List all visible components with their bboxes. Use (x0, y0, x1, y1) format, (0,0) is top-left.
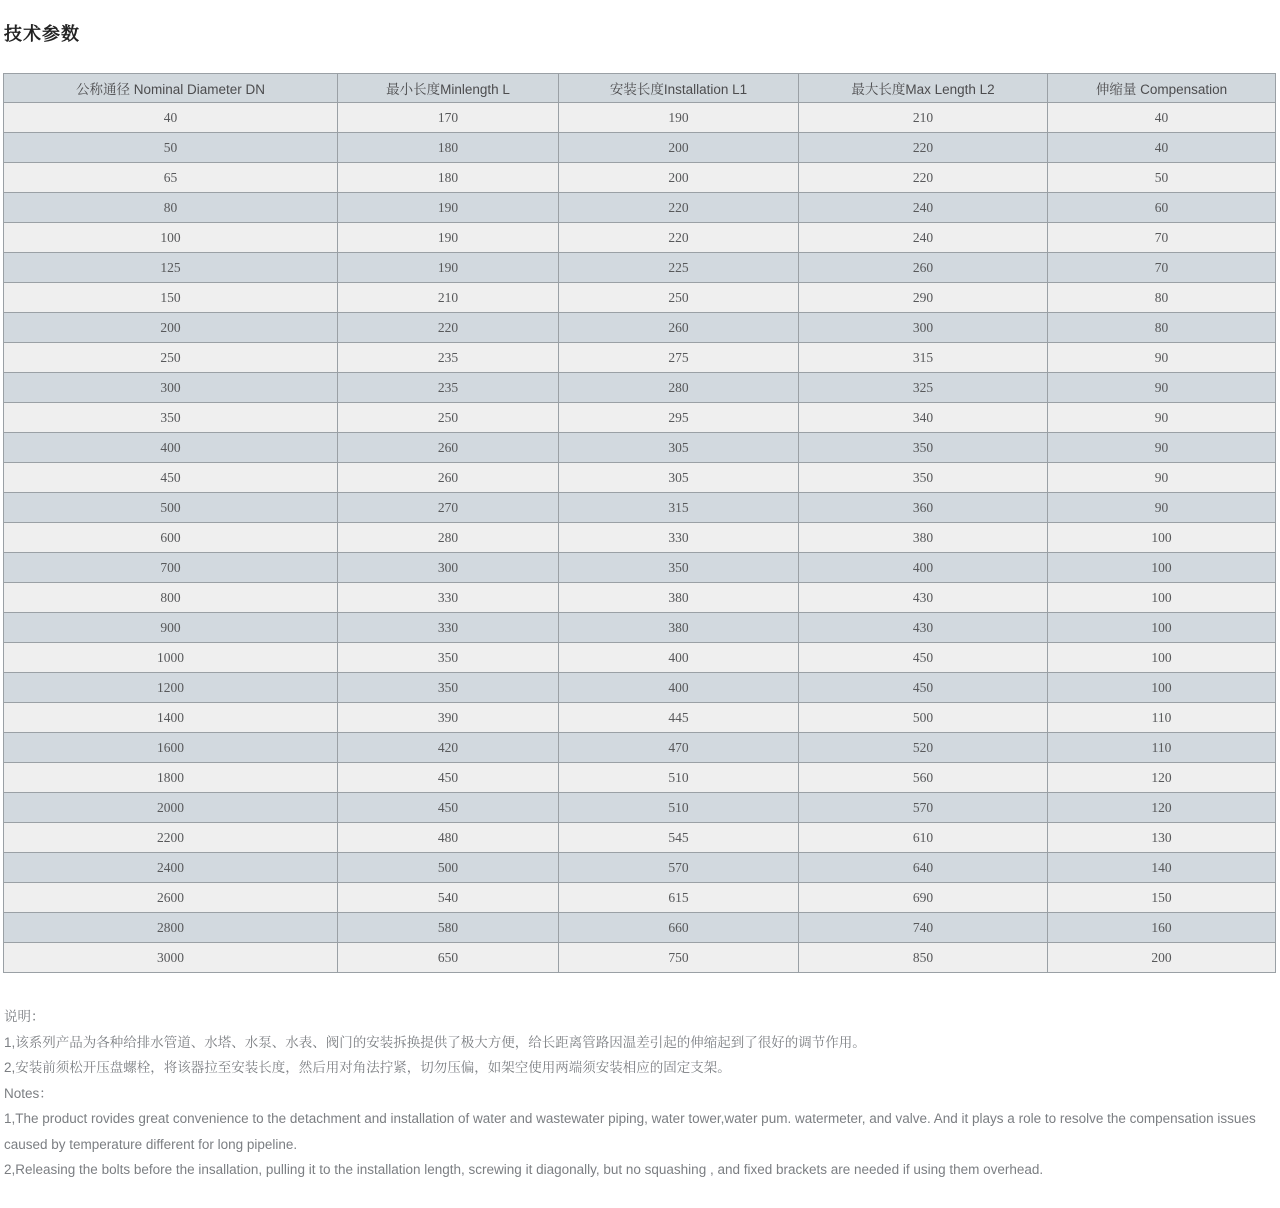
table-cell: 330 (338, 583, 559, 613)
table-cell: 500 (799, 703, 1048, 733)
table-cell: 150 (4, 283, 338, 313)
table-cell: 290 (799, 283, 1048, 313)
table-cell: 275 (559, 343, 799, 373)
table-cell: 190 (559, 103, 799, 133)
table-cell: 180 (338, 163, 559, 193)
table-cell: 450 (338, 763, 559, 793)
table-cell: 200 (559, 163, 799, 193)
table-cell: 2200 (4, 823, 338, 853)
table-cell: 60 (1048, 193, 1276, 223)
table-cell: 430 (799, 583, 1048, 613)
notes-en-item-2: 2,Releasing the bolts before the insallation, pulling it to the installation length, screwing it diagonally, but no squashing , and fixed brackets are needed if using them overhead. (4, 1162, 1044, 1177)
table-cell: 260 (799, 253, 1048, 283)
table-cell: 480 (338, 823, 559, 853)
table-cell: 700 (4, 553, 338, 583)
table-cell: 615 (559, 883, 799, 913)
table-cell: 570 (799, 793, 1048, 823)
table-row (4, 253, 1276, 283)
table-row (4, 943, 1276, 973)
table-cell: 250 (559, 283, 799, 313)
header-nominal-diameter: 公称通径 Nominal Diameter DN (4, 74, 338, 103)
table-cell: 200 (1048, 943, 1276, 973)
table-cell: 65 (4, 163, 338, 193)
table-cell: 90 (1048, 463, 1276, 493)
notes-cn-item-1: 1,该系列产品为各种给排水管道、水塔、水泵、水表、阀门的安装拆换提供了极大方便，给长距离管路因温差引起的伸缩起到了很好的调节作用。 (4, 1034, 866, 1050)
table-cell: 280 (559, 373, 799, 403)
table-row (4, 823, 1276, 853)
header-compensation: 伸缩量 Compensation (1048, 74, 1276, 103)
table-header (4, 74, 1276, 103)
table-cell: 390 (338, 703, 559, 733)
table-cell: 540 (338, 883, 559, 913)
table-cell: 420 (338, 733, 559, 763)
table-row (4, 133, 1276, 163)
table-cell: 450 (799, 673, 1048, 703)
table-cell: 350 (338, 673, 559, 703)
table-row (4, 373, 1276, 403)
table-cell: 850 (799, 943, 1048, 973)
table-cell: 100 (1048, 523, 1276, 553)
table-cell: 330 (559, 523, 799, 553)
table-cell: 690 (799, 883, 1048, 913)
table-cell: 510 (559, 793, 799, 823)
table-cell: 220 (559, 223, 799, 253)
table-row (4, 613, 1276, 643)
table-cell: 325 (799, 373, 1048, 403)
table-cell: 360 (799, 493, 1048, 523)
table-row (4, 883, 1276, 913)
table-cell: 90 (1048, 433, 1276, 463)
table-cell: 210 (799, 103, 1048, 133)
table-cell: 100 (1048, 613, 1276, 643)
table-cell: 315 (799, 343, 1048, 373)
header-installation-length: 安装长度Installation L1 (559, 74, 799, 103)
table-cell: 750 (559, 943, 799, 973)
notes-cn-item-2: 2,安装前须松开压盘螺栓，将该器拉至安装长度，然后用对角法拧紧，切勿压偏，如架空使用两端须安装相应的固定支架。 (4, 1060, 731, 1075)
table-cell: 180 (338, 133, 559, 163)
table-cell: 1800 (4, 763, 338, 793)
table-cell: 640 (799, 853, 1048, 883)
table-cell: 1200 (4, 673, 338, 703)
table-cell: 380 (799, 523, 1048, 553)
table-row (4, 283, 1276, 313)
table-cell: 240 (799, 223, 1048, 253)
table-cell: 270 (338, 493, 559, 523)
table-cell: 210 (338, 283, 559, 313)
table-cell: 80 (4, 193, 338, 223)
table-cell: 40 (4, 103, 338, 133)
table-cell: 225 (559, 253, 799, 283)
table-cell: 100 (1048, 643, 1276, 673)
table-cell: 200 (4, 313, 338, 343)
table-cell: 545 (559, 823, 799, 853)
table-cell: 520 (799, 733, 1048, 763)
table-row (4, 433, 1276, 463)
table-cell: 445 (559, 703, 799, 733)
table-cell: 650 (338, 943, 559, 973)
table-cell: 500 (338, 853, 559, 883)
table-cell: 220 (559, 193, 799, 223)
table-cell: 250 (338, 403, 559, 433)
page-title: 技术参数 (4, 24, 80, 44)
table-cell: 350 (4, 403, 338, 433)
table-cell: 70 (1048, 253, 1276, 283)
table-cell: 300 (4, 373, 338, 403)
notes-cn-heading: 说明： (4, 1009, 45, 1024)
table-cell: 610 (799, 823, 1048, 853)
notes-en-item-1: 1,The product rovides great convenience to the detachment and installation of water and wastewater piping, water tower,water pum. watermeter, and valve. And it plays a role to resolve the compensation issues caused by temperature different for long pipeline. (4, 1111, 1256, 1152)
table-cell: 400 (799, 553, 1048, 583)
table-cell: 90 (1048, 343, 1276, 373)
table-cell: 300 (799, 313, 1048, 343)
table-cell: 400 (4, 433, 338, 463)
table-cell: 130 (1048, 823, 1276, 853)
table-cell: 40 (1048, 133, 1276, 163)
table-cell: 100 (1048, 553, 1276, 583)
table-cell: 450 (4, 463, 338, 493)
notes-en-heading: Notes： (4, 1085, 53, 1101)
table-cell: 580 (338, 913, 559, 943)
table-cell: 350 (338, 643, 559, 673)
table-cell: 220 (799, 133, 1048, 163)
table-cell: 560 (799, 763, 1048, 793)
table-cell: 120 (1048, 763, 1276, 793)
table-cell: 280 (338, 523, 559, 553)
table-cell: 250 (4, 343, 338, 373)
table-cell: 50 (1048, 163, 1276, 193)
table-cell: 40 (1048, 103, 1276, 133)
table-cell: 240 (799, 193, 1048, 223)
table-cell: 150 (1048, 883, 1276, 913)
table-cell: 450 (799, 643, 1048, 673)
table-row (4, 343, 1276, 373)
header-max-length: 最大长度Max Length L2 (799, 74, 1048, 103)
table-cell: 140 (1048, 853, 1276, 883)
table-cell: 295 (559, 403, 799, 433)
table-row (4, 913, 1276, 943)
table-row (4, 853, 1276, 883)
table-cell: 350 (799, 433, 1048, 463)
tech-params-table (3, 73, 1276, 973)
table-cell: 1400 (4, 703, 338, 733)
table-cell: 600 (4, 523, 338, 553)
table-cell: 800 (4, 583, 338, 613)
table-cell: 100 (1048, 673, 1276, 703)
table-cell: 2800 (4, 913, 338, 943)
table-cell: 330 (338, 613, 559, 643)
table-row (4, 583, 1276, 613)
table-row (4, 733, 1276, 763)
table-cell: 350 (559, 553, 799, 583)
table-cell: 1000 (4, 643, 338, 673)
table-row (4, 463, 1276, 493)
table-cell: 500 (4, 493, 338, 523)
table-cell: 100 (4, 223, 338, 253)
table-header-row (4, 74, 1276, 103)
table-cell: 235 (338, 343, 559, 373)
table-cell: 190 (338, 253, 559, 283)
table-cell: 120 (1048, 793, 1276, 823)
header-min-length: 最小长度Minlength L (338, 74, 559, 103)
table-cell: 900 (4, 613, 338, 643)
table-cell: 2000 (4, 793, 338, 823)
table-cell: 380 (559, 583, 799, 613)
table-cell: 220 (799, 163, 1048, 193)
table-row (4, 523, 1276, 553)
table-cell: 660 (559, 913, 799, 943)
table-cell: 305 (559, 463, 799, 493)
table-cell: 190 (338, 193, 559, 223)
table-row (4, 793, 1276, 823)
table-cell: 90 (1048, 373, 1276, 403)
table-cell: 510 (559, 763, 799, 793)
table-cell: 125 (4, 253, 338, 283)
table-row (4, 763, 1276, 793)
table-row (4, 193, 1276, 223)
table-cell: 260 (338, 433, 559, 463)
table-cell: 110 (1048, 703, 1276, 733)
table-cell: 260 (559, 313, 799, 343)
table-body (4, 103, 1276, 973)
table-cell: 400 (559, 643, 799, 673)
table-cell: 450 (338, 793, 559, 823)
table-cell: 740 (799, 913, 1048, 943)
table-cell: 160 (1048, 913, 1276, 943)
table-cell: 470 (559, 733, 799, 763)
table-row (4, 493, 1276, 523)
table-cell: 90 (1048, 493, 1276, 523)
table-cell: 100 (1048, 583, 1276, 613)
table-row (4, 553, 1276, 583)
table-cell: 200 (559, 133, 799, 163)
table-cell: 170 (338, 103, 559, 133)
table-cell: 300 (338, 553, 559, 583)
table-row (4, 223, 1276, 253)
notes-english (4, 1081, 1276, 1183)
table-cell: 235 (338, 373, 559, 403)
table-cell: 80 (1048, 283, 1276, 313)
table-row (4, 643, 1276, 673)
table-cell: 340 (799, 403, 1048, 433)
table-cell: 380 (559, 613, 799, 643)
table-cell: 2600 (4, 883, 338, 913)
table-row (4, 313, 1276, 343)
table-cell: 2400 (4, 853, 338, 883)
table-cell: 260 (338, 463, 559, 493)
table-cell: 90 (1048, 403, 1276, 433)
table-cell: 1600 (4, 733, 338, 763)
table-cell: 430 (799, 613, 1048, 643)
table-cell: 305 (559, 433, 799, 463)
table-row (4, 403, 1276, 433)
table-row (4, 673, 1276, 703)
table-cell: 50 (4, 133, 338, 163)
table-cell: 70 (1048, 223, 1276, 253)
table-cell: 220 (338, 313, 559, 343)
table-cell: 315 (559, 493, 799, 523)
page (0, 20, 1280, 1183)
table-cell: 3000 (4, 943, 338, 973)
table-cell: 80 (1048, 313, 1276, 343)
table-cell: 570 (559, 853, 799, 883)
table-row (4, 703, 1276, 733)
table-cell: 350 (799, 463, 1048, 493)
table-cell: 110 (1048, 733, 1276, 763)
notes-chinese (4, 1004, 1276, 1081)
table-cell: 400 (559, 673, 799, 703)
table-row (4, 103, 1276, 133)
table-cell: 190 (338, 223, 559, 253)
table-row (4, 163, 1276, 193)
